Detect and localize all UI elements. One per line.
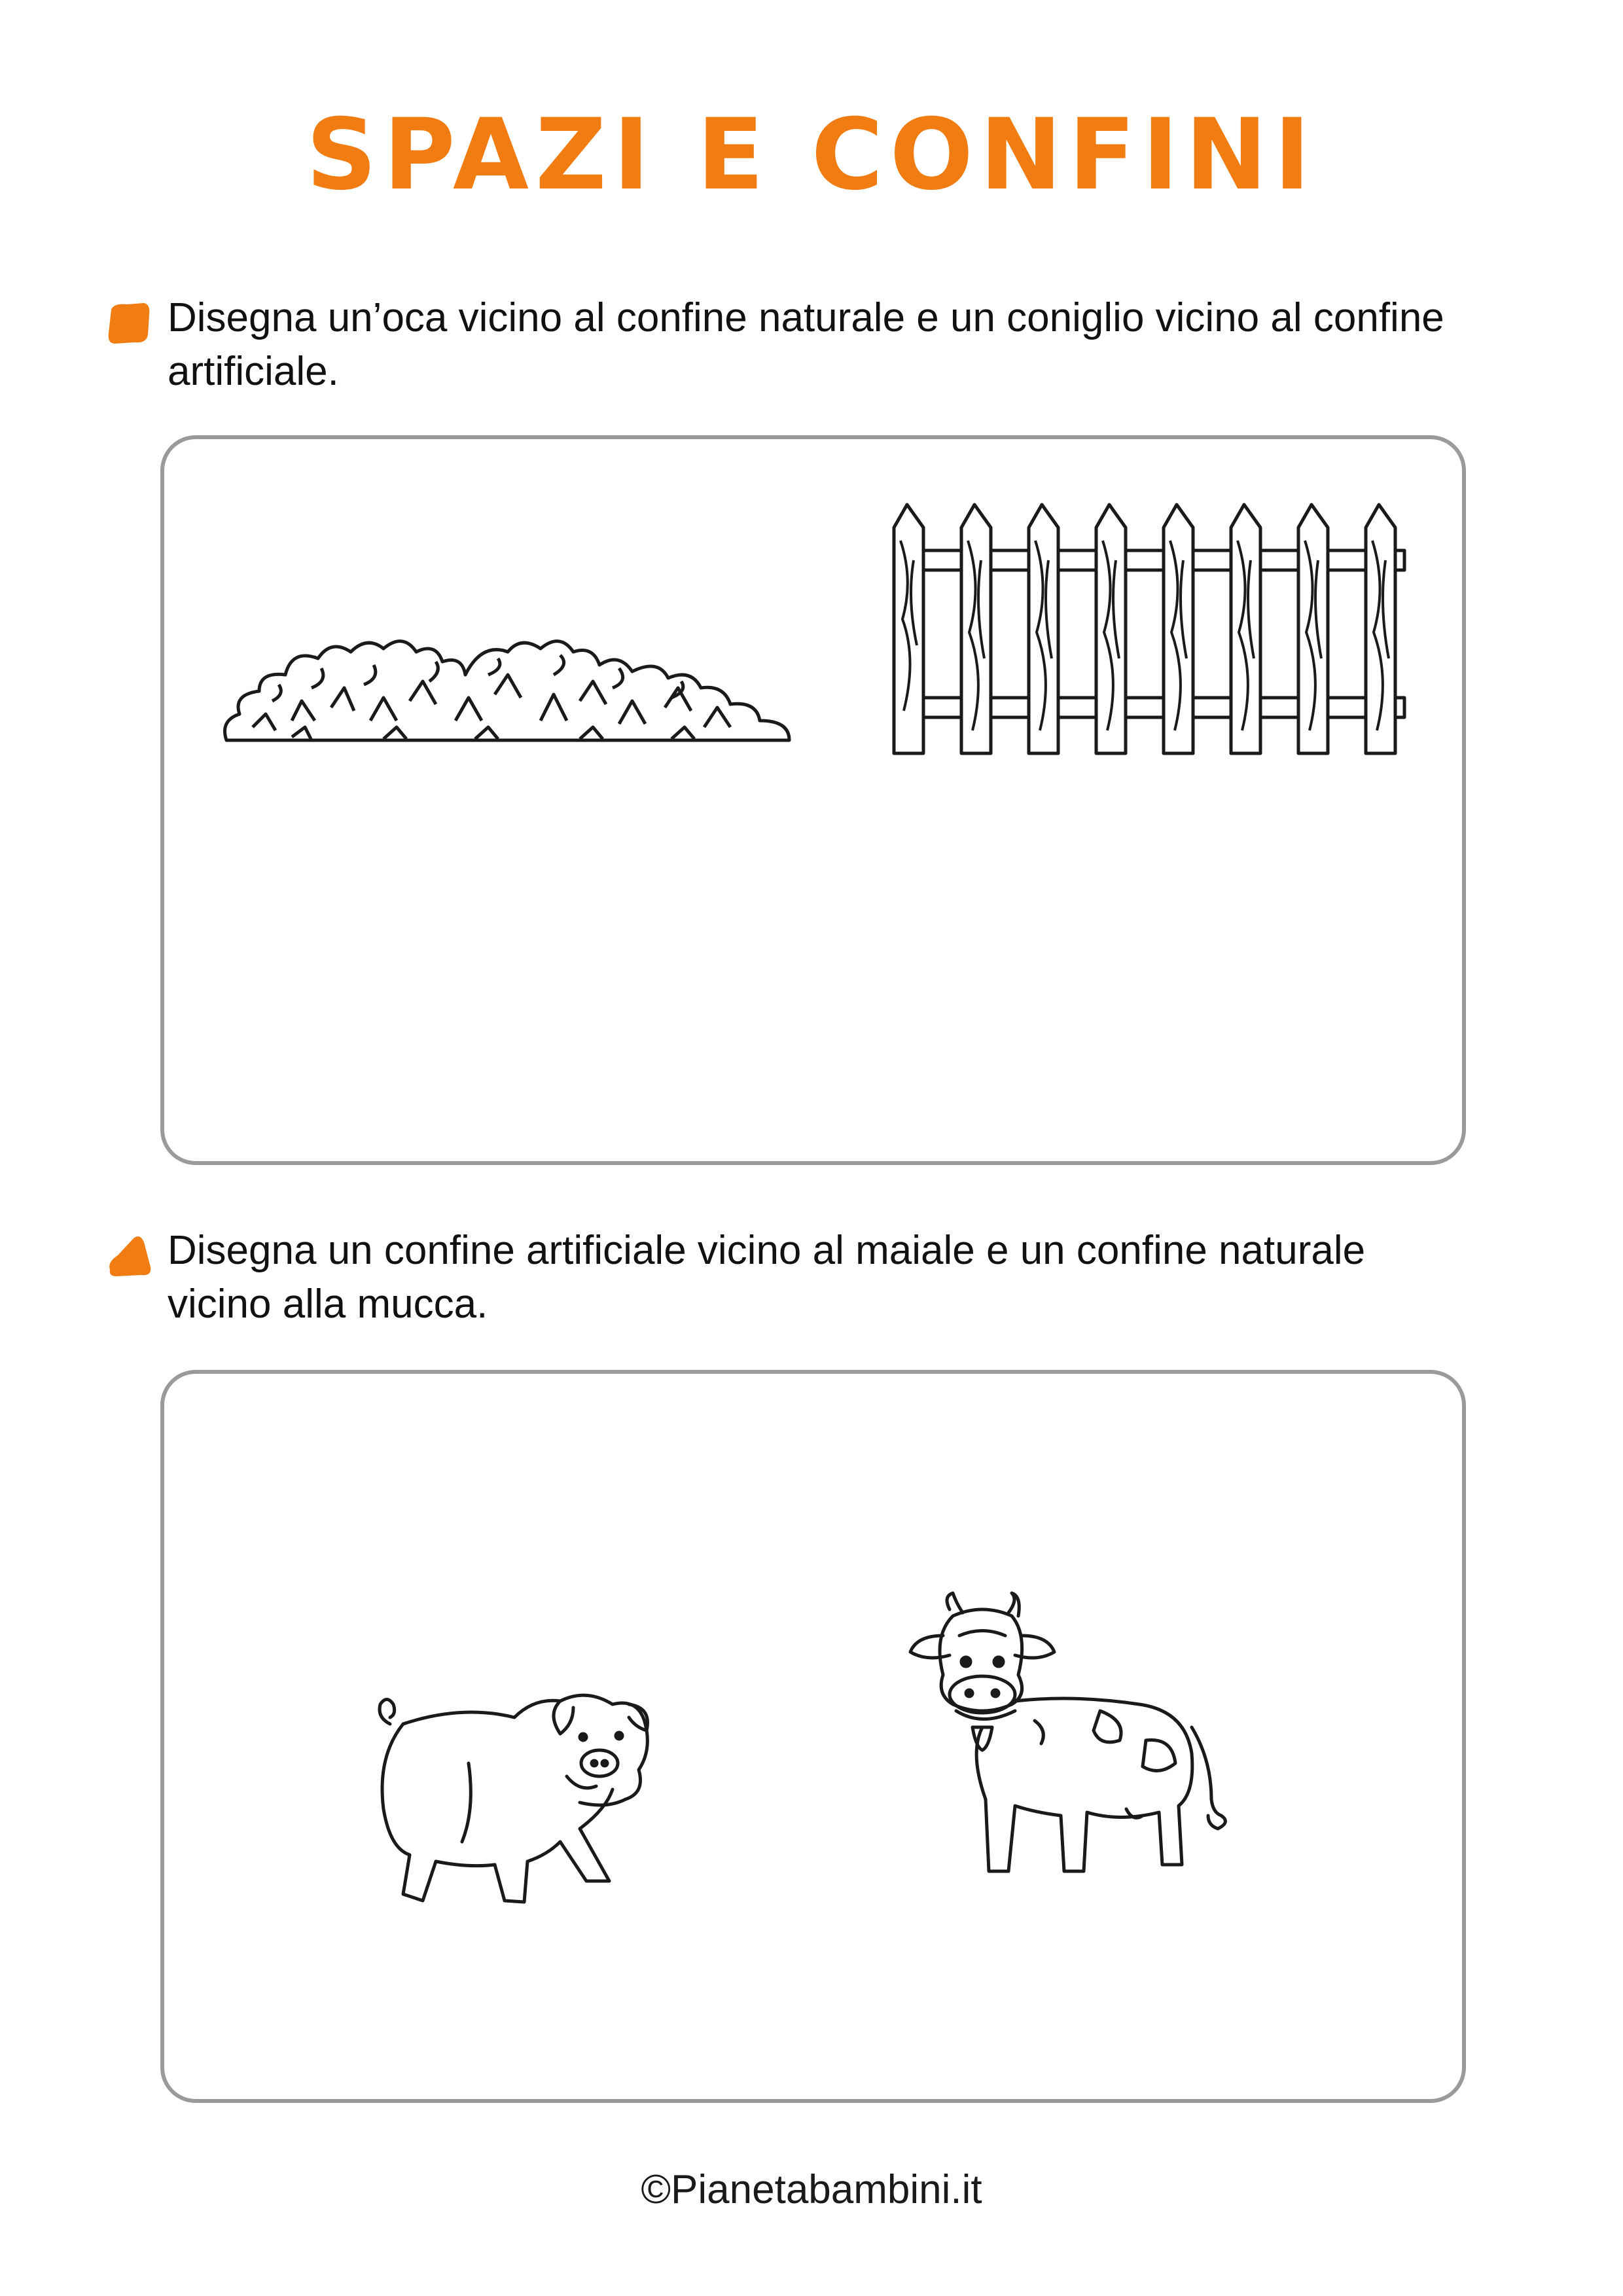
exercise-1-drawing-area[interactable]	[160, 435, 1466, 1165]
exercise-2-text: Disegna un confine artificiale vicino al maiale e un confine naturale vicino alla mucca.	[168, 1228, 1366, 1327]
wooden-fence-illustration	[891, 501, 1418, 763]
pig-illustration	[364, 1678, 665, 1927]
exercise-2-instruction	[105, 1224, 1479, 1331]
page-title: SPAZI E CONFINI	[306, 98, 1317, 212]
cow-illustration	[904, 1590, 1244, 1930]
exercise-1-text: Disegna un’oca vicino al confine naturale e un coniglio vicino al confine artificiale.	[168, 295, 1444, 394]
exercise-2-drawing-area[interactable]	[160, 1370, 1466, 2103]
exercise-1-instruction	[105, 291, 1479, 399]
bush-illustration	[213, 622, 815, 753]
copyright-footer: ©Pianetabambini.it	[641, 2167, 982, 2212]
orange-triangle-bullet-icon	[105, 1233, 153, 1279]
orange-square-bullet-icon	[105, 300, 153, 346]
